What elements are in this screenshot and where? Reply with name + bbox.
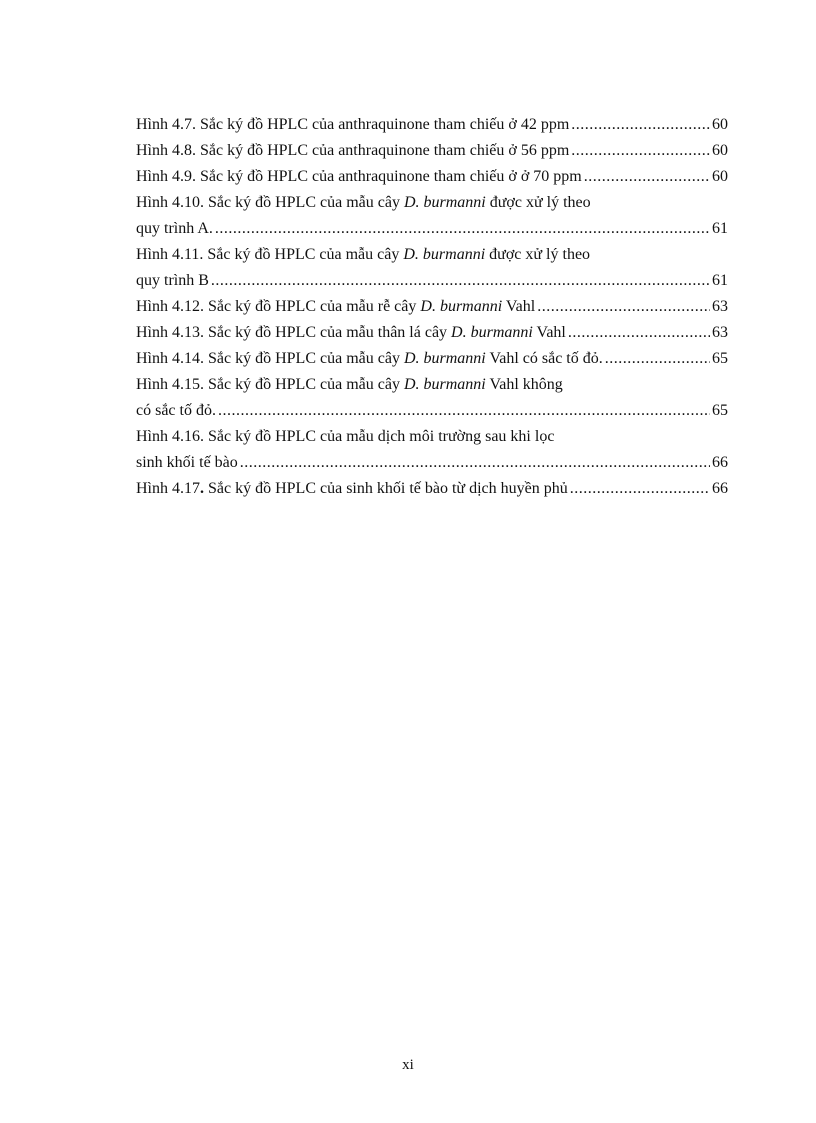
- entry-title: Hình 4.15. Sắc ký đồ HPLC của mẫu cây: [136, 376, 404, 393]
- entry-page: 61: [712, 220, 728, 237]
- entry-title-line2: có sắc tố đỏ.: [136, 402, 216, 419]
- toc-entry-4-16[interactable]: [136, 424, 728, 476]
- dot-leader: [218, 398, 710, 424]
- dot-leader: [571, 112, 710, 138]
- entry-page: 61: [712, 272, 728, 289]
- species-name: D. burmanni: [451, 324, 533, 341]
- entry-title-cont: Vahl không: [485, 376, 563, 393]
- toc-entry-4-8[interactable]: [136, 138, 728, 164]
- dot-leader: [240, 450, 710, 476]
- toc-entry-4-17[interactable]: [136, 476, 728, 502]
- species-name: D. burmanni: [403, 194, 486, 211]
- dot-leader: [568, 320, 710, 346]
- species-name: D. burmanni: [403, 376, 486, 393]
- toc-entry-4-11[interactable]: [136, 242, 728, 294]
- entry-title: Hình 4.17: [136, 480, 200, 497]
- toc-entry-4-14[interactable]: [136, 346, 728, 372]
- page-number: xi: [402, 1057, 414, 1073]
- entry-title-cont: được xử lý theo: [485, 246, 591, 263]
- entry-title-cont: được xử lý theo: [485, 194, 591, 211]
- dot-leader: [570, 476, 710, 502]
- toc-entry-4-7[interactable]: [136, 112, 728, 138]
- dot-leader: [584, 164, 710, 190]
- entry-page: 60: [712, 168, 728, 185]
- entry-title-group: [136, 476, 568, 502]
- dot-leader: [571, 138, 710, 164]
- dot-leader: [211, 268, 710, 294]
- toc-entry-4-9[interactable]: [136, 164, 728, 190]
- dot-leader: [537, 294, 710, 320]
- entry-page: 66: [712, 480, 728, 497]
- entry-title-line2: quy trình A.: [136, 220, 213, 237]
- entry-title-group: [136, 320, 566, 346]
- entry-title: Hình 4.13. Sắc ký đồ HPLC của mẫu thân lá cây: [136, 324, 452, 341]
- toc-entry-4-13[interactable]: [136, 320, 728, 346]
- entry-title-cont: Sắc ký đồ HPLC của sinh khối tế bào từ dịch huyền phủ: [204, 480, 568, 497]
- entry-title-group: [136, 346, 603, 372]
- bold-period: .: [200, 480, 204, 497]
- toc-entry-4-12[interactable]: [136, 294, 728, 320]
- entry-title-group: [136, 294, 535, 320]
- dot-leader: [215, 216, 710, 242]
- entry-title-cont: Vahl: [532, 324, 566, 341]
- entry-title: Hình 4.8. Sắc ký đồ HPLC của anthraquinone tham chiếu ở 56 ppm: [136, 142, 570, 159]
- entry-page: 65: [712, 402, 728, 419]
- species-name: D. burmanni: [403, 246, 486, 263]
- figure-list: [136, 112, 728, 502]
- entry-title: Hình 4.12. Sắc ký đồ HPLC của mẫu rễ cây: [136, 298, 421, 315]
- entry-title: Hình 4.7. Sắc ký đồ HPLC của anthraquinone tham chiếu ở 42 ppm: [136, 116, 570, 133]
- entry-title-cont: Vahl: [502, 298, 536, 315]
- entry-page: 63: [712, 324, 728, 341]
- entry-title-line2: sinh khối tế bào: [136, 454, 238, 471]
- dot-leader: [605, 346, 710, 372]
- entry-page: 63: [712, 298, 728, 315]
- entry-title: Hình 4.10. Sắc ký đồ HPLC của mẫu cây: [136, 194, 404, 211]
- entry-title: Hình 4.16. Sắc ký đồ HPLC của mẫu dịch môi trường sau khi lọc: [136, 428, 555, 445]
- entry-title-line2: quy trình B: [136, 272, 209, 289]
- entry-page: 60: [712, 116, 728, 133]
- toc-entry-4-15[interactable]: [136, 372, 728, 424]
- entry-title: Hình 4.14. Sắc ký đồ HPLC của mẫu cây: [136, 350, 404, 367]
- toc-entry-4-10[interactable]: [136, 190, 728, 242]
- entry-title-cont: Vahl có sắc tố đỏ.: [485, 350, 603, 367]
- entry-page: 65: [712, 350, 728, 367]
- entry-title: Hình 4.9. Sắc ký đồ HPLC của anthraquinone tham chiếu ở ở 70 ppm: [136, 168, 582, 185]
- entry-page: 66: [712, 454, 728, 471]
- entry-title: Hình 4.11. Sắc ký đồ HPLC của mẫu cây: [136, 246, 404, 263]
- species-name: D. burmanni: [403, 350, 486, 367]
- species-name: D. burmanni: [420, 298, 503, 315]
- entry-page: 60: [712, 142, 728, 159]
